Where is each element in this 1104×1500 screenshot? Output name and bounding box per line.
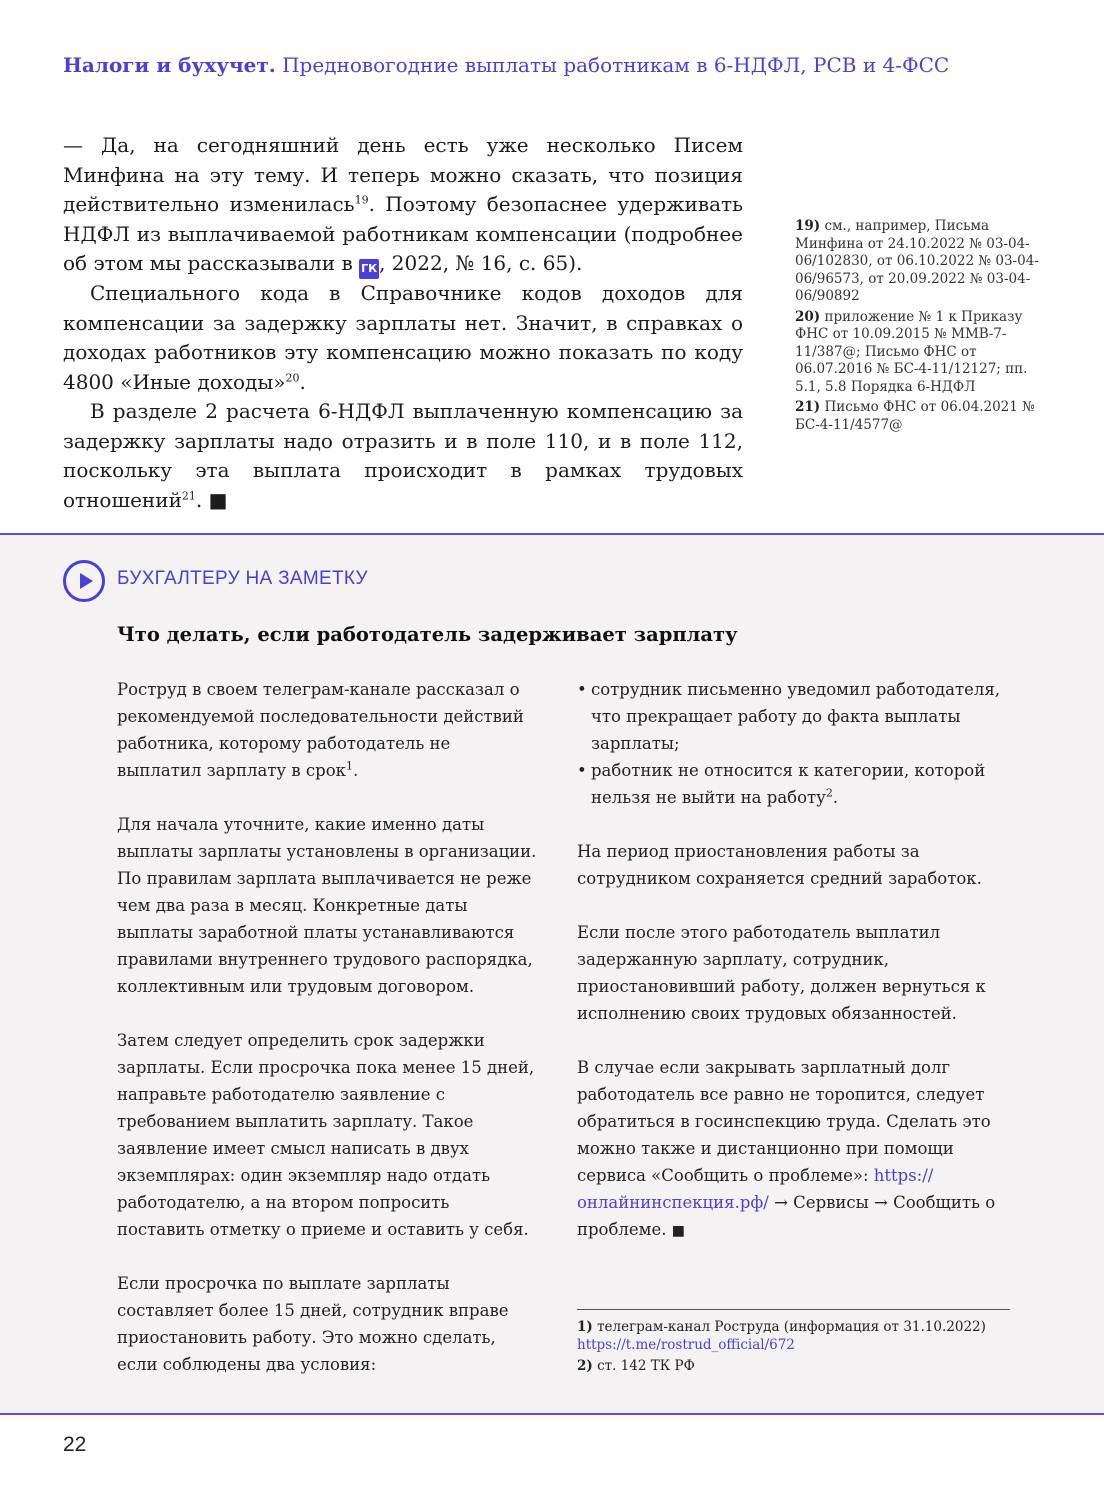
side-note-19-text: см., например, Письма Минфина от 24.10.2022 № 03-04-06/102830, от 06.10.2022 № 03-04-06/96573, от 20.09.2022 № 03-04-06/90892 [795, 218, 1039, 304]
box-left-p1-text-a: Роструд в своем телеграм-канале рассказал о рекомендуемой последовательности действий работника, которому работодатель не выплатил зарплату в срок [117, 680, 524, 780]
main-paragraph-2 [63, 279, 743, 397]
list-item [577, 757, 1012, 811]
box-title: Что делать, если работодатель задерживает зарплату [117, 623, 738, 646]
box-footnote-2-text: ст. 142 ТК РФ [592, 1358, 695, 1374]
online-inspection-link[interactable]: https://онлайнинспекция.рф/ [577, 1166, 934, 1212]
conditions-list [577, 676, 1012, 811]
box-label: БУХГАЛТЕРУ НА ЗАМЕТКУ [117, 568, 368, 589]
box-footnote-1 [577, 1318, 1027, 1354]
box-left-paragraph-4: Если просрочка по выплате зарплаты составляет более 15 дней, сотрудник вправе приостановить работу. Это можно сделать, если соблюдены два условия: [117, 1274, 509, 1374]
box-left-p1-text-b: . [352, 761, 359, 780]
box-left-paragraph-1 [117, 676, 537, 784]
main-p3-text-b: . ■ [195, 487, 228, 512]
gk-logo-icon: ГК [359, 259, 379, 279]
footnote-divider [577, 1309, 1010, 1310]
box-footnote-2-num: 2) [577, 1358, 593, 1374]
main-p3-text-a: В разделе 2 расчета 6-НДФЛ выплаченную компенсацию за задержку зарплаты надо отразить и в поле 110, и в поле 112, поскольку эта выплата происходит в рамках трудовых отношений [63, 399, 743, 512]
side-note-19-num: 19) [795, 218, 821, 234]
box-right-paragraph-3 [577, 1054, 1012, 1245]
footnote-ref-19[interactable]: 19 [354, 193, 369, 207]
side-note-20-num: 20) [795, 308, 821, 325]
main-p1-text-a: — Да, на сегодняшний день есть уже несколько Писем Минфина на эту тему. И теперь можно сказать, что позиция действительно изменилась [63, 133, 743, 216]
bullet-2-text-a: работник не относится к категории, которой нельзя не выйти на работу [591, 761, 986, 807]
side-footnotes [795, 218, 1045, 437]
box-left-paragraph-3: Затем следует определить срок задержки зарплаты. Если просрочка пока менее 15 дней, направьте работодателю заявление с требованием выплатить зарплату. Такое заявление имеет смысл написать в двух экземплярах: один экземпляр надо отдать работодателю, а на втором попросить поставить отметку о приеме и оставить у себя. [117, 1031, 535, 1239]
side-note-21-num: 21) [795, 399, 821, 415]
box-footnote-1-num: 1) [577, 1319, 593, 1335]
list-item: • сотрудник письменно уведомил работодателя, что прекращает работу до факта выплаты зарплаты; [577, 676, 1012, 757]
footnote-ref-1[interactable]: 1 [345, 759, 353, 773]
side-note-21-text: Письмо ФНС от 06.04.2021 № БС-4-11/4577@ [795, 399, 1035, 433]
box-right-paragraph-1: На период приостановления работы за сотрудником сохраняется средний заработок. [577, 842, 982, 888]
main-paragraph-3 [63, 397, 743, 515]
header-title: Предновогодние выплаты работникам в 6-НДФЛ, РСВ и 4-ФСС [282, 53, 950, 77]
side-note-21 [795, 399, 1045, 434]
box-column-right [577, 676, 1012, 1272]
footnote-ref-21[interactable]: 21 [181, 488, 196, 502]
rostrud-telegram-link[interactable]: https://t.me/rostrud_official/672 [577, 1337, 795, 1353]
side-note-20-text: приложение № 1 к Приказу ФНС от 10.09.2015 № ММВ-7-11/387@; Письмо ФНС от 06.07.2016 № БС-4-11/12127; пп. 5.1, 5.8 Порядка 6-НДФЛ [795, 308, 1028, 395]
box-right-p3-text-b: → Сервисы → Сообщить о проблеме. [577, 1193, 996, 1239]
box-left-paragraph-2: Для начала уточните, какие именно даты выплаты зарплаты установлены в организации. По правилам зарплата выплачивается не реже чем два раза в месяц. Конкретные даты выплаты заработной платы устанавливаются правилами внутреннего трудового распорядка, коллективным или трудовым договором. [117, 815, 537, 996]
main-p1-text-c: , 2022, № 16, с. 65). [379, 251, 583, 275]
box-footnote-2 [577, 1357, 1027, 1375]
footnote-ref-20[interactable]: 20 [285, 370, 300, 384]
footnote-ref-2[interactable]: 2 [825, 786, 833, 800]
main-article-text [63, 131, 743, 515]
page-header [63, 53, 1063, 77]
main-p1-text-b: . Поэтому безопаснее удерживать НДФЛ из выплачиваемой работникам компенсации (подробнее об этом мы рассказывали в [63, 192, 743, 275]
side-note-19 [795, 218, 1045, 306]
box-footnote-1-text: телеграм-канал Роструда (информация от 31.10.2022) [592, 1319, 986, 1335]
box-right-p3-text-a: В случае если закрывать зарплатный долг работодатель все равно не торопится, следует обратиться в госинспекцию труда. Сделать это можно также и дистанционно при помощи сервиса «Сообщить о проблеме»: [577, 1058, 991, 1185]
box-right-paragraph-2: Если после этого работодатель выплатил задержанную зарплату, сотрудник, приостановивший работу, должен вернуться к исполнению своих трудовых обязанностей. [577, 923, 986, 1023]
page-number: 22 [63, 1433, 87, 1456]
end-mark: ■ [671, 1223, 685, 1239]
main-p2-text-b: . [299, 369, 306, 394]
side-note-20 [795, 309, 1045, 397]
main-paragraph-1 [63, 131, 743, 279]
header-section: Налоги и бухучет. [63, 53, 276, 77]
play-icon [63, 560, 105, 602]
box-column-left [117, 676, 537, 1405]
main-p2-text-a: Специального кода в Справочнике кодов доходов для компенсации за задержку зарплаты нет. Значит, в справках о доходах работников эту компенсацию можно показать по коду 4800 «Иные доходы» [63, 281, 743, 394]
bullet-2-text-b: . [832, 788, 839, 807]
box-footnotes [577, 1318, 1027, 1378]
